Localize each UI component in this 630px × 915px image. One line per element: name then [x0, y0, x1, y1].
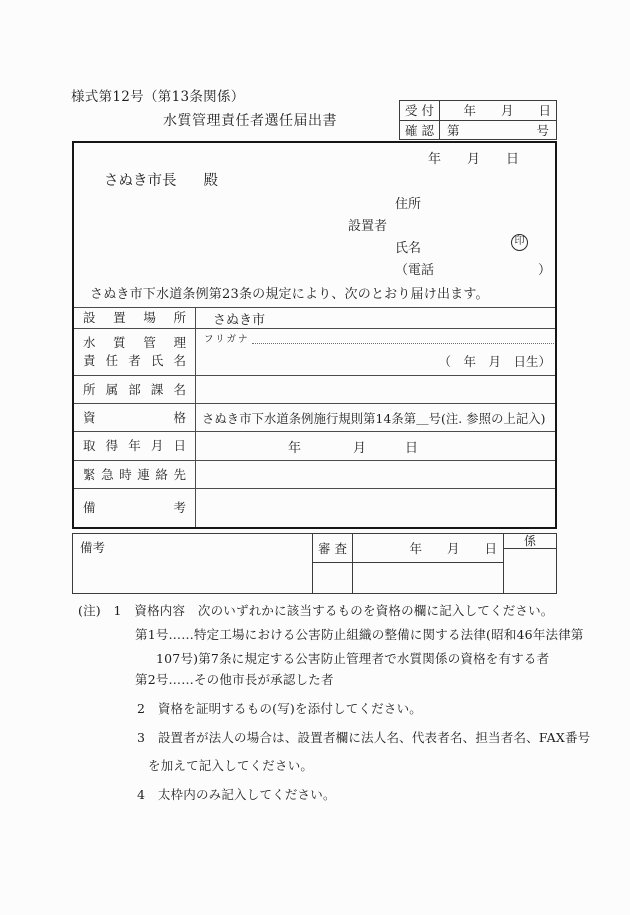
submission-date-field[interactable]: 年 月 日 [427, 152, 519, 167]
birthdate-note: （ 年 月 日生） [438, 354, 551, 369]
row-label-qualification: 資格 [74, 404, 196, 431]
table-row [74, 460, 555, 488]
phone-label-open: （電話 [395, 263, 435, 278]
location-field[interactable]: さぬき市 [213, 312, 266, 328]
note-line-6: 3 設置者が法人の場合は、設置者欄に法人名、代表者名、担当者名、FAX番号 [137, 730, 591, 745]
number-prefix: 第 [447, 123, 460, 138]
name-label: 氏名 [395, 241, 422, 256]
furigana-row [196, 329, 555, 346]
confirm-row [400, 120, 556, 139]
form-code: 様式第12号（第13条関係） [71, 89, 245, 105]
note-line-3: 107号)第7条に規定する公害防止管理者で水質関係の資格を有する者 [156, 651, 550, 666]
clerk-column [504, 534, 556, 593]
note-line-5: 2 資格を証明するもの(写)を添付してください。 [137, 701, 423, 716]
phone-label-close: ） [538, 263, 552, 278]
address-label: 住所 [395, 197, 422, 212]
number-suffix: 号 [536, 123, 549, 138]
row-label-location: 設置場所 [74, 308, 196, 328]
review-column [313, 534, 353, 593]
addressee-name: さぬき市長 [104, 173, 177, 189]
review-date-column [353, 534, 504, 593]
name-entry-row[interactable] [196, 346, 555, 375]
row-label-acquisition-date: 取得年月日 [74, 432, 196, 460]
reception-stamp-table [399, 100, 557, 140]
honorific: 殿 [203, 173, 218, 189]
row-label-emergency-contact: 緊急時連絡先 [74, 461, 196, 488]
remarks-field[interactable] [196, 489, 555, 527]
review-label: 審査 [313, 534, 352, 563]
installer-label: 設置者 [348, 219, 388, 234]
declaration-statement: さぬき市下水道条例第23条の規定により、次のとおり届け出ます。 [90, 287, 489, 302]
confirm-number-field[interactable] [440, 121, 556, 139]
table-row [74, 431, 555, 460]
qualification-field[interactable]: さぬき市下水道条例施行規則第14条第＿号(注. 参照の上記入) [202, 411, 546, 426]
review-date-field[interactable]: 年 月 日 [353, 534, 503, 563]
office-use-table [72, 533, 557, 594]
furigana-label: フリガナ [204, 334, 250, 345]
table-row [74, 488, 555, 527]
received-label: 受付 [400, 101, 440, 120]
reception-row [400, 101, 556, 120]
form-table [74, 307, 555, 527]
office-remarks-cell[interactable]: 備考 [73, 534, 313, 593]
table-row [74, 403, 555, 431]
furigana-dotted-line [252, 343, 554, 344]
table-row [74, 328, 555, 375]
confirm-label: 確認 [400, 121, 440, 139]
row-label-remarks: 備考 [74, 489, 196, 527]
row-label-manager-name: 水質管理 責任者氏名 [74, 329, 196, 375]
acquisition-date-field[interactable]: 年 月 日 [288, 440, 419, 456]
note-line-7: を加えて記入してください。 [148, 758, 314, 773]
row-label-department: 所属部課名 [74, 376, 196, 403]
seal-icon: 印 [511, 234, 528, 251]
emergency-contact-field[interactable] [196, 461, 555, 488]
main-form-box [72, 141, 557, 529]
note-line-2: 第1号……特定工場における公害防止組織の整備に関する法律(昭和46年法律第 [135, 627, 584, 642]
clerk-label: 係 [504, 534, 556, 549]
addressee-line [104, 169, 218, 190]
department-field[interactable] [196, 376, 555, 403]
note-line-8: 4 太枠内のみ記入してください。 [137, 787, 336, 802]
table-row [74, 307, 555, 328]
note-line-4: 第2号……その他市長が承認した者 [135, 672, 334, 687]
page-title: 水質管理責任者選任届出書 [163, 113, 337, 129]
note-line-1: (注) 1 資格内容 次のいずれかに該当するものを資格の欄に記入してください。 [78, 603, 554, 618]
table-row [74, 375, 555, 403]
manager-name-field[interactable] [196, 329, 555, 375]
received-date-field[interactable]: 年 月 日 [463, 103, 551, 118]
